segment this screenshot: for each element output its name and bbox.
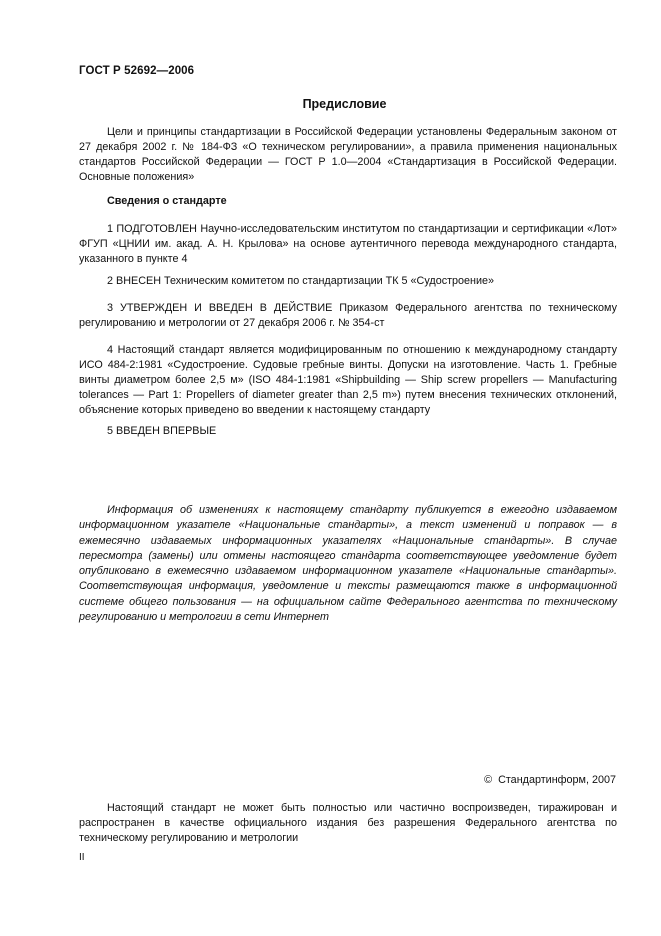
copyright-text: Стандартинформ, 2007 [498, 774, 616, 786]
document-header: ГОСТ Р 52692—2006 [79, 65, 195, 77]
reproduction-notice: Настоящий стандарт не может быть полностью или частично воспроизведен, тиражирован и распространен в качестве официального издания без разрешения Федерального агентства по техническому регулированию и метрологии [79, 802, 617, 844]
amendments-info-notice: Информация об изменениях к настоящему стандарту публикуется в ежегодно издаваемом информационном указателе «Национальные стандарты», а текст изменений и поправок — в ежемесячно издаваемых информационных указателях «Национальные стандарты». В случае пересмотра (замены) или отмены настоящего стандарта соответствующее уведомление будет опубликовано в ежемесячно издаваемом информационном указателе «Национальные стандарты». Соответствующая информация, уведомление и тексты размещаются также в информационной системе общего пользования — на официальном сайте Федерального агентства по техническому регулированию и метрологии в сети Интернет [79, 504, 617, 624]
page-number: II [79, 852, 85, 863]
standard-info-item-3: 3 УТВЕРЖДЕН И ВВЕДЕН В ДЕЙСТВИЕ Приказом Федерального агентства по техническому регулированию и метрологии от 27 декабря 2006 г. № 354-ст [79, 302, 617, 329]
copyright-line [484, 774, 616, 786]
intro-paragraph: Цели и принципы стандартизации в Российской Федерации установлены Федеральным законом от 27 декабря 2002 г. № 184-ФЗ «О техническом регулировании», а правила применения национальных стандартов Российской Федерации — ГОСТ Р 1.0—2004 «Стандартизация в Российской Федерации. Основные положения» [79, 126, 617, 183]
standard-info-item-1: 1 ПОДГОТОВЛЕН Научно-исследовательским институтом по стандартизации и сертификации «Лот» ФГУП «ЦНИИ им. акад. А. Н. Крылова» на основе аутентичного перевода международного стандарта, указанного в пункте 4 [79, 223, 617, 265]
standard-info-item-2: 2 ВНЕСЕН Техническим комитетом по стандартизации ТК 5 «Судостроение» [107, 275, 495, 287]
section-heading: Сведения о стандарте [107, 195, 227, 207]
copyright-icon: © [484, 774, 493, 786]
intro-section [79, 125, 617, 185]
standard-info-item-5: 5 ВВЕДЕН ВПЕРВЫЕ [107, 425, 217, 437]
standard-info-item-4: 4 Настоящий стандарт является модифицированным по отношению к международному стандарту ИСО 484-2:1981 «Судостроение. Судовые гребные винты. Допуски на изготовление. Часть 1. Гребные винты диаметром более 2,5 м» (ISO 484-1:1981 «Shipbuilding — Ship screw propellers — Manufacturing tolerances — Part 1: Propellers of diameter greater than 2,5 m») путем внесения технических отклонений, объяснение которых приведено во введении к настоящему стандарту [79, 344, 617, 416]
page-title: Предисловие [302, 97, 387, 111]
